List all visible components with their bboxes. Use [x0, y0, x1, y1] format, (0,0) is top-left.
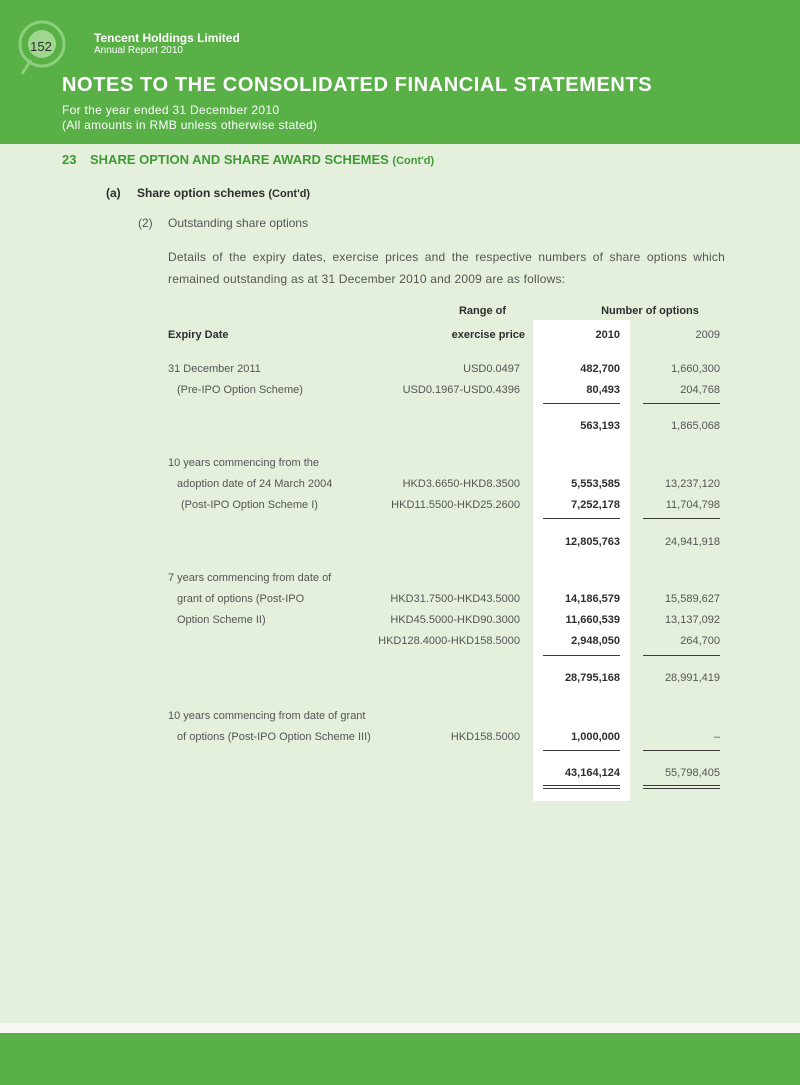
row-desc: Option Scheme II)	[177, 614, 266, 626]
row-value-2010: 1,000,000	[571, 731, 620, 743]
subtotal-rule	[643, 403, 720, 404]
row-desc: 10 years commencing from date of grant	[168, 710, 366, 722]
report-name: Annual Report 2010	[94, 45, 183, 56]
row-value-2010: 14,186,579	[564, 593, 620, 605]
row-desc: adoption date of 24 March 2004	[177, 478, 333, 490]
row-value-2009: –	[713, 731, 720, 743]
page-number: 152	[30, 39, 52, 54]
row-value-2010: 5,553,585	[571, 478, 620, 490]
subtotal-rule	[543, 655, 620, 656]
subtotal-rule	[543, 750, 620, 751]
subsection-label: (a)	[106, 186, 121, 200]
subtotal-2009: 1,865,068	[671, 420, 720, 432]
company-name: Tencent Holdings Limited	[94, 31, 240, 45]
section-title	[90, 152, 434, 167]
item-title: Outstanding share options	[168, 216, 309, 230]
period-subtitle: For the year ended 31 December 2010	[62, 103, 280, 117]
subtotal-2010: 12,805,763	[564, 536, 620, 548]
section-title-text: SHARE OPTION AND SHARE AWARD SCHEMES	[90, 152, 389, 167]
subtotal-rule	[643, 655, 720, 656]
page-title: NOTES TO THE CONSOLIDATED FINANCIAL STATEMENTS	[62, 74, 653, 96]
grand-total-2009: 55,798,405	[664, 767, 720, 779]
row-price: HKD128.4000-HKD158.5000	[378, 635, 520, 647]
row-value-2010: 2,948,050	[571, 635, 620, 647]
intro-paragraph: Details of the expiry dates, exercise prices and the respective numbers of share options which remained outstanding as at 31 December 2010 and 2009 are as follows:	[168, 250, 725, 286]
subsection-title-text: Share option schemes	[137, 186, 266, 200]
item-number: (2)	[138, 216, 153, 230]
footer-stripe	[0, 1023, 800, 1033]
header-expiry-date: Expiry Date	[168, 329, 229, 341]
row-price: USD0.1967-USD0.4396	[402, 384, 520, 396]
subtotal-2010: 28,795,168	[564, 672, 620, 684]
subtotal-rule	[543, 403, 620, 404]
header-range-of: Range of	[458, 305, 507, 317]
header-2010: 2010	[595, 329, 620, 341]
row-value-2010: 11,660,539	[565, 614, 620, 626]
row-price: HKD45.5000-HKD90.3000	[390, 614, 520, 626]
total-double-rule	[543, 785, 620, 789]
subsection-cont-label: (Cont'd)	[268, 188, 311, 200]
page-footer	[0, 1033, 800, 1085]
row-desc: 7 years commencing from date of	[168, 572, 332, 584]
row-price: HKD3.6650-HKD8.3500	[402, 478, 520, 490]
row-value-2009: 1,660,300	[671, 363, 720, 375]
header-2009: 2009	[695, 329, 720, 341]
total-double-rule	[643, 785, 720, 789]
section-number: 23	[62, 152, 77, 167]
subtotal-rule	[643, 750, 720, 751]
row-value-2009: 11,704,798	[665, 499, 720, 511]
row-value-2010: 482,700	[580, 363, 620, 375]
subtotal-rule	[643, 518, 720, 519]
row-desc: 10 years commencing from the	[168, 457, 320, 469]
row-value-2009: 13,137,092	[664, 614, 720, 626]
row-price: HKD11.5500-HKD25.2600	[391, 499, 520, 511]
currency-subtitle: (All amounts in RMB unless otherwise stated)	[62, 118, 318, 132]
row-desc: (Pre-IPO Option Scheme)	[177, 384, 303, 396]
row-value-2010: 80,493	[586, 384, 620, 396]
grand-total-2010: 43,164,124	[564, 767, 620, 779]
row-value-2009: 13,237,120	[664, 478, 720, 490]
subtotal-rule	[543, 518, 620, 519]
row-value-2009: 15,589,627	[664, 593, 720, 605]
section-cont-label: (Cont'd)	[392, 155, 435, 167]
row-value-2010: 7,252,178	[571, 499, 620, 511]
row-value-2009: 204,768	[680, 384, 720, 396]
header-number-of-options: Number of options	[601, 305, 699, 317]
row-price: HKD158.5000	[450, 731, 520, 743]
page-header	[0, 0, 800, 144]
row-price: HKD31.7500-HKD43.5000	[390, 593, 520, 605]
row-desc: of options (Post-IPO Option Scheme III)	[177, 731, 371, 743]
row-value-2009: 264,700	[680, 635, 720, 647]
subtotal-2009: 24,941,918	[664, 536, 720, 548]
row-desc: grant of options (Post-IPO	[177, 593, 305, 605]
header-exercise-price: exercise price	[451, 329, 525, 341]
subtotal-2010: 563,193	[580, 420, 620, 432]
row-price: USD0.0497	[463, 363, 520, 375]
row-desc: 31 December 2011	[168, 363, 261, 375]
subtotal-2009: 28,991,419	[664, 672, 720, 684]
subsection-title	[137, 186, 310, 200]
row-desc: (Post-IPO Option Scheme I)	[181, 499, 318, 511]
